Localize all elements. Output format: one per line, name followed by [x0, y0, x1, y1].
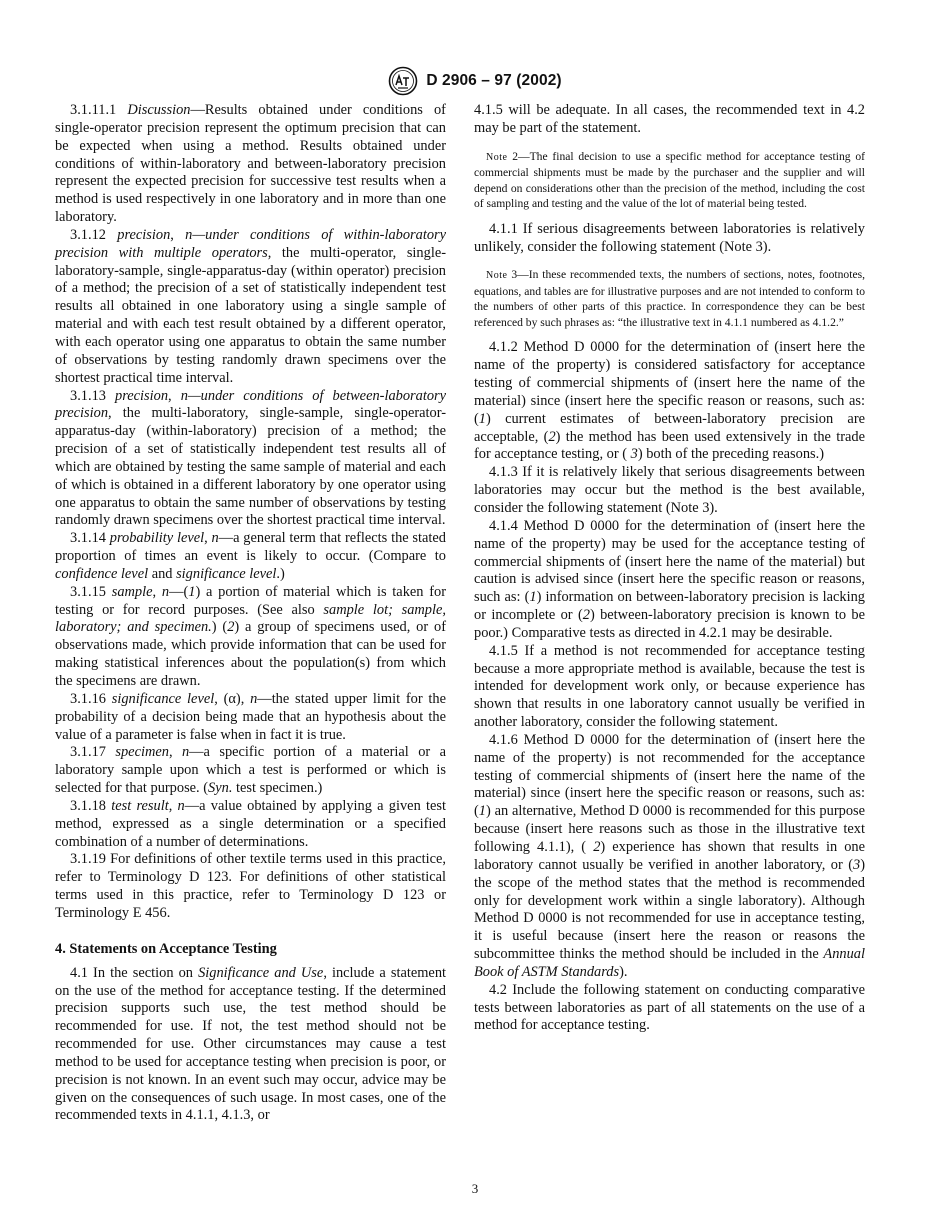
para-3-1-14: 3.1.14 probability level, n—a general term that reflects the stated proportion of times an event is likely to occur. (Compare to confidence level and significance level.) [55, 530, 446, 582]
para-4-1: 4.1 In the section on Significance and Use, include a statement on the use of the method for acceptance testing. If the determined precision supports such use, the test method should be recommended for use. If not, the test method should not be recommended for use. Other circumstances may cause a test method to be used for acceptance testing when precision is poor, or precision is not known. In an event such may occur, advice may be given on the consequences of such usage. In most cases, one of the recommended texts in 4.1.1, 4.1.3, or [55, 964, 447, 1124]
para-4-1-1: 4.1.1 If serious disagreements between laboratories is relatively unlikely, consider the following statement (Note 3). [474, 220, 865, 255]
para-3-1-11-1: 3.1.11.1 Discussion—Results obtained under conditions of single-operator precision represent the optimum precision that can be expected when using a method. Results obtained under conditions of within-laboratory and between-laboratory precision represent the expected precision for successive test results when a method is used respectively in one laboratory and in more than one laboratory. [55, 102, 446, 226]
note-2: Note 2—The final decision to use a specific method for acceptance testing of commercial shipments must be made by the purchaser and the supplier and will depend on considerations other than the precision of the method, including the cost of sampling and testing and the value of the lot of material being tested. [474, 149, 865, 211]
note-3: Note 3—In these recommended texts, the numbers of sections, notes, footnotes, equations, and tables are for illustrative purposes and are not intended to conform to the numbers of other parts of this practice. In correspondence they can be best referenced by such phrases as: “the illustrative text in 4.1.1 numbered as 4.1.2.” [474, 268, 865, 329]
section-heading-4: 4. Statements on Acceptance Testing [55, 940, 277, 957]
para-3-1-15: 3.1.15 sample, n—(1) a portion of material which is taken for testing or for record purposes. (See also sample lot; sample, laboratory; and specimen.) (2) a group of specimens used, or of observations made, which provide information that can be used for making statistical inferences about the population(s) from which the specimens are drawn. [55, 583, 446, 689]
para-4-1-4: 4.1.4 Method D 0000 for the determination of (insert here the name of the property) may be used for the acceptance testing of commercial shipments of (insert here the name of the material) but caution is advised since (insert here the specific reason or reasons, such as: (1) information on between-laboratory precision is lacking or incomplete or (2) between-laboratory precision is known to be poor.) Comparative tests as directed in 4.2.1 may be desirable. [474, 517, 865, 641]
para-4-1-6: 4.1.6 Method D 0000 for the determination of (insert here the name of the property) is not recommended for the acceptance testing of commercial shipments of (insert here the name of the material) since (insert here the specific reason or reasons, such as: (1) an alternative, Method D 0000 is recommended for this purpose because (insert here reasons such as those in the illustrative text following 4.1.1), ( 2) experience has shown that results in one laboratory cannot usually be verified in another laboratory, or (3) the scope of the method states that the method is recommended only for development work within a single laboratory). Although Method D 0000 is not recommended for use in acceptance testing, it is useful because (insert here the reason or reasons the subcommittee thinks the method should be included in the Annual Book of ASTM Standards). [474, 731, 866, 980]
right-column [474, 102, 865, 1035]
document-designation: D 2906 – 97 (2002) [426, 72, 562, 89]
page-header [0, 66, 950, 96]
left-column [55, 102, 446, 1125]
page-number: 3 [471, 1181, 479, 1196]
para-4-2: 4.2 Include the following statement on conducting comparative tests between laboratories as part of all statements on the use of a method for acceptance testing. [474, 981, 865, 1034]
para-3-1-12: 3.1.12 precision, n—under conditions of within-laboratory precision with multiple operators, the multi-operator, single-laboratory-sample, single-apparatus-day (within operator) precision of a method; the precision of a set of statistically independent test results all obtained in one laboratory using a single sample of material and with each test result obtained by a different operator, with each operator using one apparatus to obtain the same number of observations by testing randomly drawn specimens over the shortest practical time interval. [55, 226, 447, 386]
para-4-1-2: 4.1.2 Method D 0000 for the determination of (insert here the name of the property) is considered satisfactory for acceptance testing of commercial shipments of (insert here the name of the material) since (insert here the specific reason or reasons, such as: (1) current estimates of between-laboratory precision are acceptable, (2) the method has been used extensively in the trade for acceptance testing, or ( 3) both of the preceding reasons.) [474, 339, 865, 463]
para-3-1-19: 3.1.19 For definitions of other textile terms used in this practice, refer to Terminology D 123. For definitions of other statistical terms used in this practice, refer to Terminology D 123 or Terminology E 456. [55, 851, 446, 921]
para-3-1-18: 3.1.18 test result, n—a value obtained by applying a given test method, expressed as a single determination or a specified combination of a number of determinations. [55, 797, 446, 850]
para-4-1-5: 4.1.5 If a method is not recommended for acceptance testing because a more appropriate method is available, because the test is intended for development work only, or because experience has shown that results in one laboratory cannot usually be verified in another laboratory, consider the following statement. [474, 642, 865, 731]
para-3-1-16: 3.1.16 significance level, (α), n—the stated upper limit for the probability of a decision being made that an hypothesis about the value of a parameter is false when in fact it is true. [55, 690, 447, 743]
para-4-1-3: 4.1.3 If it is relatively likely that serious disagreements between laboratories may occur but the method is the best available, consider the following statement (Note 3). [474, 464, 865, 516]
para-3-1-13: 3.1.13 precision, n—under conditions of between-laboratory precision, the multi-laboratory, single-sample, single-operator-apparatus-day (within-laboratory) precision of a method; the precision of a set of statistically independent test results all of which are obtained by testing the same sample of material and each of which is obtained in a different laboratory by one operator using one apparatus to obtain the same number of observations by testing randomly drawn specimens over the shortest practical time interval. [55, 387, 447, 529]
para-3-1-17: 3.1.17 specimen, n—a specific portion of a material or a laboratory sample upon which a test is performed or which is selected for that purpose. (Syn. test specimen.) [55, 744, 447, 797]
para-4-1-continued: 4.1.5 will be adequate. In all cases, the recommended text in 4.2 may be part of the statement. [474, 102, 865, 136]
astm-logo-icon [388, 66, 418, 96]
